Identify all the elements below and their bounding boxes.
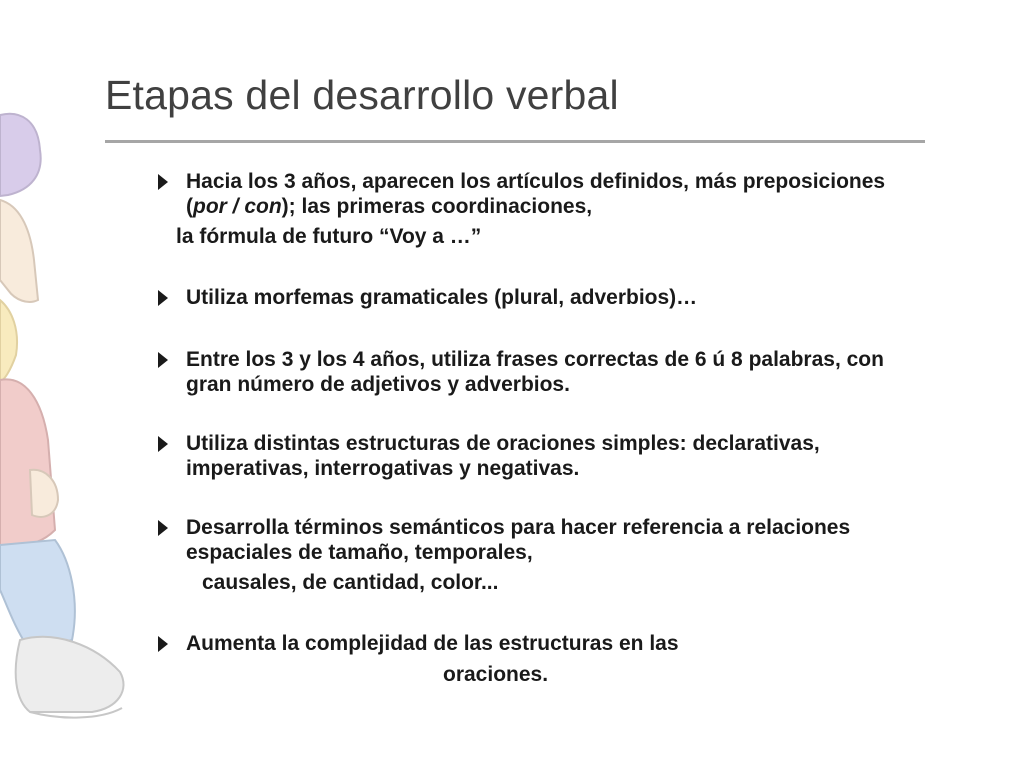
triangle-right-icon: [158, 174, 168, 190]
bullet-text-suffix: ); las primeras coordinaciones,: [281, 195, 593, 218]
bullet-text: [186, 195, 592, 219]
bullet-text: Aumenta la complejidad de las estructuras en las: [186, 632, 679, 655]
triangle-right-icon: [158, 520, 168, 536]
bullet-text: Entre los 3 y los 4 años, utiliza frases correctas de 6 ú 8 palabras, con: [186, 348, 884, 371]
title-divider: [105, 140, 925, 143]
slide-title: Etapas del desarrollo verbal: [105, 72, 619, 118]
bullet-text: imperativas, interrogativas y negativas.: [186, 457, 580, 480]
bullet-text: Utiliza distintas estructuras de oraciones simples: declarativas,: [186, 432, 820, 455]
bullet-text: causales, de cantidad, color...: [202, 571, 499, 594]
bullet-text: la fórmula de futuro “Voy a …”: [176, 225, 482, 248]
triangle-right-icon: [158, 352, 168, 368]
bullet-text-italic: por / con: [193, 195, 282, 218]
bullet-text: oraciones.: [443, 663, 549, 686]
bullet-text: gran número de adjetivos y adverbios.: [186, 373, 570, 396]
bullet-text: Hacia los 3 años, aparecen los artículos definidos, más preposiciones: [186, 170, 886, 193]
bullet-text: espaciales de tamaño, temporales,: [186, 541, 533, 564]
triangle-right-icon: [158, 436, 168, 452]
bullet-text-prefix: (: [186, 195, 193, 218]
bullet-text: Desarrolla términos semánticos para hacer referencia a relaciones: [186, 516, 851, 539]
triangle-right-icon: [158, 636, 168, 652]
triangle-right-icon: [158, 290, 168, 306]
bullet-text: Utiliza morfemas gramaticales (plural, adverbios)…: [186, 286, 698, 309]
